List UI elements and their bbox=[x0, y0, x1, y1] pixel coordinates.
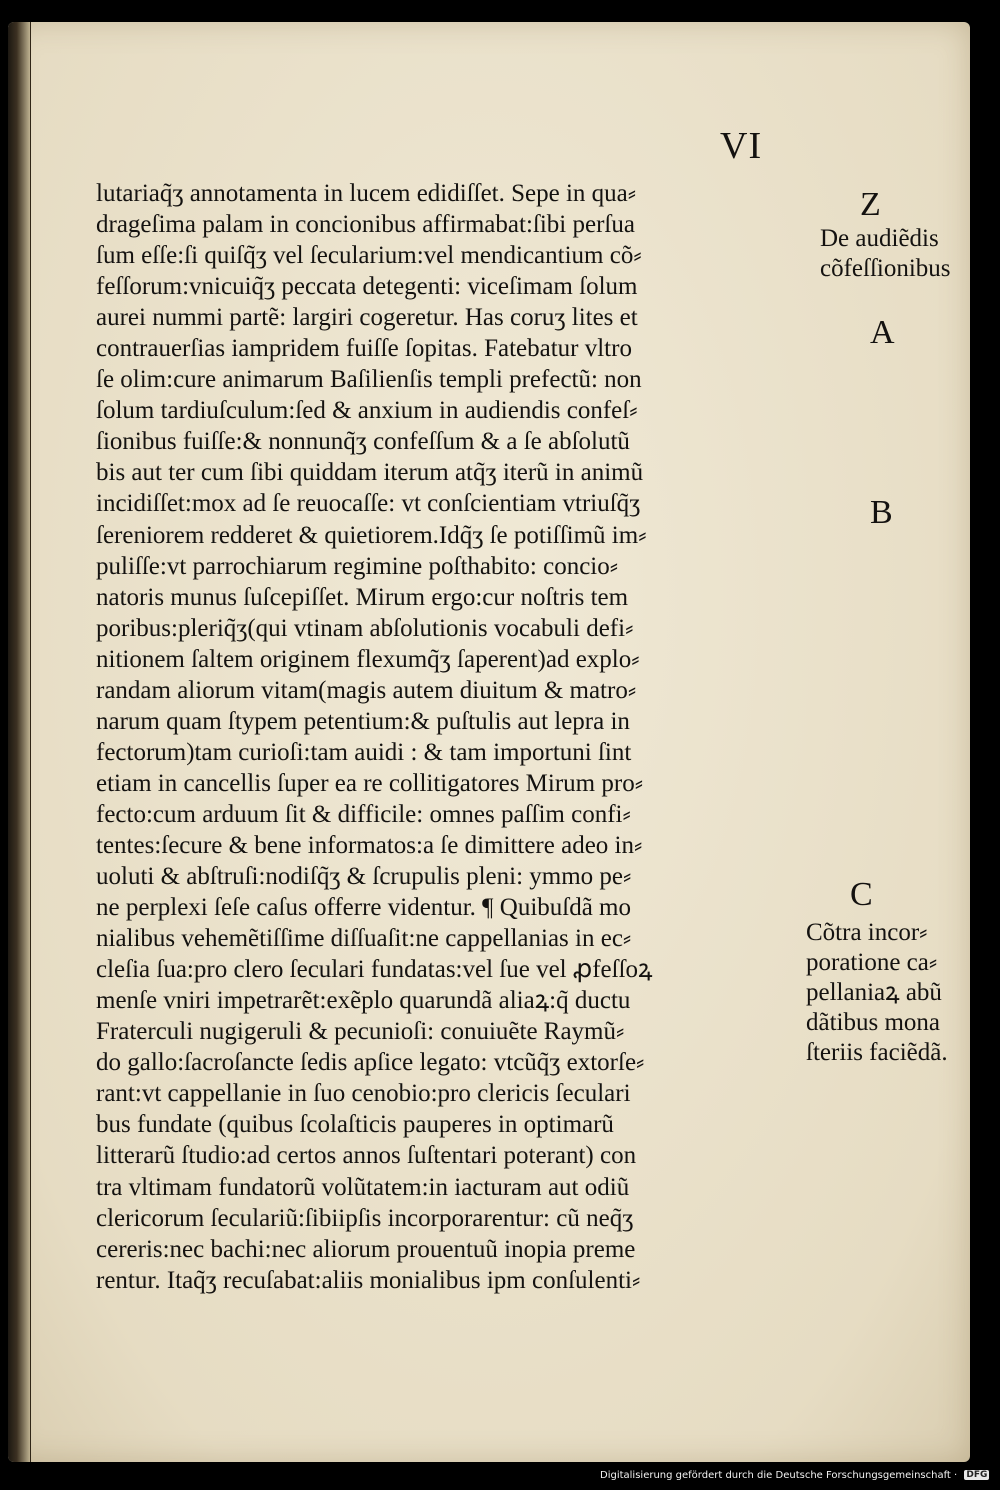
margin-note-line: pellaniaꝝ abũ bbox=[806, 979, 942, 1006]
text-line: aurei nummi partẽ: largiri cogeretur. Has coruʒ lites et bbox=[96, 304, 638, 332]
margin-note-c bbox=[806, 918, 948, 1068]
text-line: contrauerſias iampridem fuiſſe ſopitas. Fatebatur vltro bbox=[96, 335, 632, 363]
margin-letter-c: C bbox=[850, 876, 873, 913]
text-line: clericorum ſeculariũ:ſibiipſis incorporarentur: cũ neq̃ʒ bbox=[96, 1204, 634, 1232]
text-line: lutariaq̃ʒ annotamenta in lucem edidiſſet. Sepe in qua⸗ bbox=[96, 180, 637, 207]
dfg-logo: DFG bbox=[966, 1470, 988, 1480]
margin-note-line: Cõtra incor⸗ bbox=[806, 919, 928, 946]
text-line: ſionibus fuiſſe:& nonnunq̃ʒ confeſſum & a ſe abſolutũ bbox=[96, 428, 630, 456]
text-line: tra vltimam fundatorũ volũtatem:in iacturam aut odiũ bbox=[96, 1173, 630, 1201]
text-line: rentur. Itaq̃ʒ recuſabat:aliis monialibus ipm conſulenti⸗ bbox=[96, 1266, 641, 1294]
text-line: Fraterculi nugigeruli & pecunioſi: conuiuẽte Raymũ⸗ bbox=[96, 1018, 625, 1046]
margin-note-z bbox=[820, 224, 951, 284]
margin-letter-b: B bbox=[870, 494, 893, 531]
margin-note-line: poratione ca⸗ bbox=[806, 949, 938, 976]
text-line: ſereniorem redderet & quietiorem.Idq̃ʒ ſe potiſſimũ im⸗ bbox=[96, 521, 647, 549]
folio-number: VI bbox=[720, 125, 763, 167]
text-line: bis aut ter cum ſibi quiddam iterum atq̃ʒ iterũ in animũ bbox=[96, 459, 644, 487]
margin-note-line: dãtibus mona bbox=[806, 1009, 941, 1036]
text-line: ſe olim:cure animarum Baſilienſis templi prefectũ: non bbox=[96, 366, 642, 394]
text-line: nitionem ſaltem originem flexumq̃ʒ ſaperent)ad explo⸗ bbox=[96, 645, 640, 673]
main-text-block bbox=[96, 178, 786, 1296]
text-line: ne perplexi ſeſe caſus offerre videntur. ¶ Quibuſdã mo bbox=[96, 894, 631, 922]
page-gutter bbox=[8, 22, 31, 1462]
digitization-credit bbox=[600, 1470, 989, 1481]
text-line: poribus:pleriq̃ʒ(qui vtinam abſolutionis vocabuli defi⸗ bbox=[96, 614, 634, 642]
text-line: feſſorum:vnicuiq̃ʒ peccata detegenti: viceſimam ſolum bbox=[96, 273, 638, 301]
text-line: incidiſſet:mox ad ſe reuocaſſe: vt conſcientiam vtriuſq̃ʒ bbox=[96, 490, 641, 518]
text-line: narum quam ſtypem petentium:& puſtulis aut lepra in bbox=[96, 707, 630, 735]
book-page bbox=[8, 22, 970, 1462]
text-line: fectorum)tam curioſi:tam auidi : & tam importuni ſint bbox=[96, 738, 632, 766]
text-line: cleſia ſua:pro clero ſeculari fundatas:vel ſue vel ꝓfeſſoꝝ bbox=[96, 956, 653, 984]
text-line: ſolum tardiuſculum:ſed & anxium in audiendis confeſ⸗ bbox=[96, 397, 638, 425]
text-line: ſum eſſe:ſi quiſq̃ʒ vel ſecularium:vel mendicantium cõ⸗ bbox=[96, 242, 642, 270]
margin-note-line: De audiẽdis bbox=[820, 225, 939, 252]
text-line: fecto:cum arduum ſit & difficile: omnes paſſim confi⸗ bbox=[96, 800, 631, 828]
credit-text: Digitalisierung gefördert durch die Deutsche Forschungsgemeinschaft · bbox=[600, 1470, 958, 1481]
margin-letter-a: A bbox=[870, 314, 895, 351]
margin-note-line: ſteriis faciẽdã. bbox=[806, 1039, 948, 1066]
text-line: do gallo:ſacroſancte ſedis apſice legato: vtcũq̃ʒ extorſe⸗ bbox=[96, 1049, 645, 1077]
text-line: tentes:ſecure & bene informatos:a ſe dimittere adeo in⸗ bbox=[96, 831, 643, 859]
margin-letter-z: Z bbox=[860, 186, 881, 223]
text-line: randam aliorum vitam(magis autem diuitum & matro⸗ bbox=[96, 676, 637, 704]
text-line: cereris:nec bachi:nec aliorum prouentuũ inopia preme bbox=[96, 1235, 636, 1263]
text-line: menſe vniri impetrarẽt:exẽplo quarundã aliaꝝ:q̃ ductu bbox=[96, 987, 631, 1015]
text-line: natoris munus ſuſcepiſſet. Mirum ergo:cur noſtris tem bbox=[96, 583, 629, 611]
text-line: bus fundate (quibus ſcolaſticis pauperes in optimarũ bbox=[96, 1111, 614, 1139]
text-line: puliſſe:vt parrochiarum regimine poſthabito: concio⸗ bbox=[96, 552, 619, 580]
text-line: drageſima palam in concionibus affirmabat:ſibi perſua bbox=[96, 211, 635, 239]
text-line: nialibus vehemẽtiſſime diſſuaſit:ne cappellanias in ec⸗ bbox=[96, 925, 632, 953]
text-line: rant:vt cappellanie in ſuo cenobio:pro clericis ſeculari bbox=[96, 1080, 631, 1108]
margin-note-line: cõfeſſionibus bbox=[820, 255, 951, 282]
text-line: litterarũ ſtudio:ad certos annos ſuſtentari poterant) con bbox=[96, 1142, 637, 1170]
text-line: uoluti & abſtruſi:nodiſq̃ʒ & ſcrupulis pleni: ymmo pe⸗ bbox=[96, 863, 632, 891]
text-line: etiam in cancellis ſuper ea re collitigatores Mirum pro⸗ bbox=[96, 769, 644, 797]
